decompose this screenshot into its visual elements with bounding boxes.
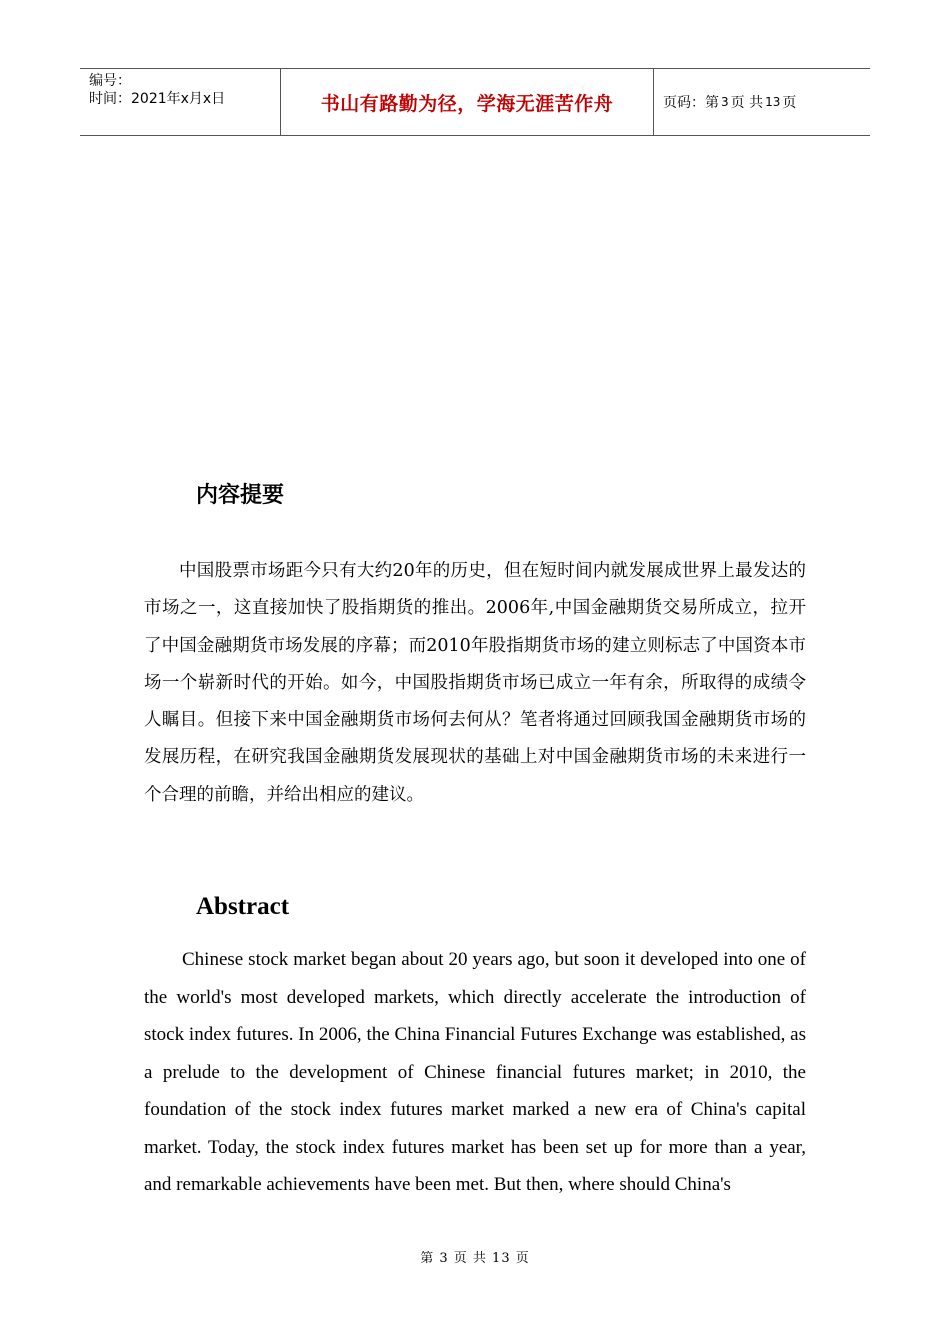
- page-prefix: 页码：第: [663, 95, 719, 111]
- page-current: 3: [721, 95, 729, 109]
- page-suffix: 页: [782, 95, 797, 111]
- header-page-info: [654, 69, 870, 135]
- number-label: 编号：: [89, 73, 131, 89]
- page-mid: 页 共: [730, 95, 764, 111]
- page-footer: 第 3 页 共 13 页: [420, 1251, 530, 1266]
- header-motto: 书山有路勤为径，学海无涯苦作舟: [281, 69, 654, 135]
- abstract-en-title: Abstract: [196, 893, 290, 920]
- abstract-cn-title: 内容提要: [196, 483, 285, 508]
- time-label: 时间：2021年x月x日: [89, 91, 226, 107]
- abstract-en-body: Chinese stock market began about 20 years ago, but soon it developed into one of the world's most developed markets, which directly accelerate the introduction of stock index futures. In 2006, the China Financial Futures Exchange was established, as a prelude to the development of Chinese financial futures market; in 2010, the foundation of the stock index futures market marked a new era of China's capital market. Today, the stock index futures market has been set up for more than a year, and remarkable achievements have been met. But then, where should China's: [144, 949, 806, 1195]
- header-meta: [80, 69, 281, 135]
- page-total: 13: [765, 95, 781, 109]
- page-header: [80, 68, 870, 136]
- abstract-cn-body: 中国股票市场距今只有大约20年的历史，但在短时间内就发展成世界上最发达的市场之一，这直接加快了股指期货的推出。2006年,中国金融期货交易所成立，拉开了中国金融期货市场发展的序幕；而2010年股指期货市场的建立则标志了中国资本市场一个崭新时代的开始。如今，中国股指期货市场已成立一年有余，所取得的成绩令人瞩目。但接下来中国金融期货市场何去何从？笔者将通过回顾我国金融期货市场的发展历程，在研究我国金融期货发展现状的基础上对中国金融期货市场的未来进行一个合理的前瞻，并给出相应的建议。: [144, 561, 806, 805]
